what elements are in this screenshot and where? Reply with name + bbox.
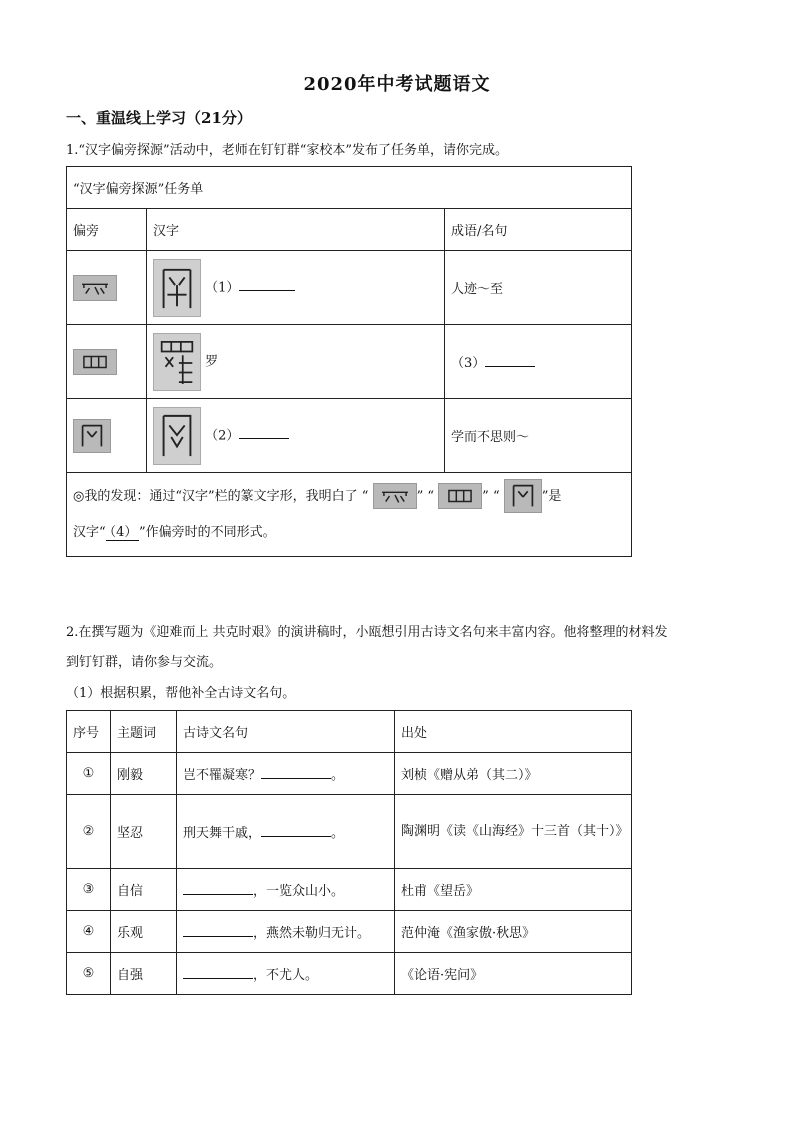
row-verse: ，燕然未勒归无计。 (177, 911, 395, 953)
table-row (67, 251, 632, 325)
header-theme: 主题词 (111, 711, 177, 753)
row-source: 《论语·宪问》 (395, 953, 632, 995)
row-theme: 乐观 (111, 911, 177, 953)
seal-radical-xue-icon (73, 275, 117, 301)
table-row (67, 399, 632, 473)
question-2-sub1: （1）根据积累，帮他补全古诗文名句。 (66, 686, 296, 701)
row-verse: ，不尤人。 (177, 953, 395, 995)
question-1-prompt: 1.“汉字偏旁探源”活动中，老师在钉钉群“家校本”发布了任务单，请你完成。 (66, 143, 508, 158)
finding-lead: ◎我的发现：通过“汉字”栏的篆文字形，我明白了 (73, 488, 358, 504)
task-sheet-table (66, 166, 632, 557)
header-no: 序号 (67, 711, 111, 753)
phrase-answer-3: （3） (451, 356, 486, 371)
answer-blank-2[interactable] (239, 425, 289, 439)
verse-blank[interactable] (183, 923, 253, 937)
answer-blank-4[interactable]: （4） (106, 525, 139, 541)
table-row (67, 795, 632, 869)
header-source: 出处 (395, 711, 632, 753)
header-phrase: 成语/名句 (445, 209, 632, 251)
task-sheet-title: “汉字偏旁探源”任务单 (67, 167, 632, 209)
seal-glyph-wang-icon (153, 407, 201, 465)
row-source: 杜甫《望岳》 (395, 869, 632, 911)
hanzi-answer-2: （2） (205, 428, 240, 443)
answer-blank-3[interactable] (485, 353, 535, 367)
table-row (67, 325, 632, 399)
question-2-prompt-line2: 到钉钉群，请你参与交流。 (66, 655, 223, 670)
header-radical: 偏旁 (67, 209, 147, 251)
row-no: ① (67, 753, 111, 795)
seal-radical-si-icon (438, 483, 482, 509)
verse-blank[interactable] (261, 823, 331, 837)
section-heading: 一、重温线上学习（21分） (66, 109, 252, 127)
row-verse: ，一览众山小。 (177, 869, 395, 911)
seal-radical-xue-icon (373, 483, 417, 509)
verse-blank[interactable] (183, 881, 253, 895)
verse-blank[interactable] (183, 965, 253, 979)
row-source: 刘桢《赠从弟（其二）》 (395, 753, 632, 795)
seal-radical-wang-icon (504, 479, 542, 513)
seal-radical-wang-icon (73, 419, 111, 453)
row-verse: 刑天舞干戚， 。 (177, 795, 395, 869)
row-no: ② (67, 795, 111, 869)
row-source: 陶渊明《读《山海经》十三首（其十）》 (395, 795, 632, 869)
row-theme: 坚忍 (111, 795, 177, 869)
seal-glyph-han-icon (153, 259, 201, 317)
row-no: ③ (67, 869, 111, 911)
phrase-cell: 学而不思则～ (445, 399, 632, 473)
row-theme: 刚毅 (111, 753, 177, 795)
table-row (67, 953, 632, 995)
row-no: ⑤ (67, 953, 111, 995)
row-theme: 自强 (111, 953, 177, 995)
verse-blank[interactable] (261, 765, 331, 779)
header-verse: 古诗文名句 (177, 711, 395, 753)
page-title: 2020年中考试题语文 (303, 74, 491, 95)
table-row (67, 753, 632, 795)
question-2-prompt-line1: 2.在撰写题为《迎难而上 共克时艰》的演讲稿时，小瓯想引用古诗文名句来丰富内容。他将整理的材料发 (66, 625, 668, 640)
table-row (67, 869, 632, 911)
hanzi-answer-1: （1） (205, 280, 240, 295)
row-no: ④ (67, 911, 111, 953)
answer-blank-1[interactable] (239, 277, 295, 291)
finding-cell: ◎我的发现：通过“汉字”栏的篆文字形，我明白了 “ ” “ ” “ ”是 汉字“ （4） ”作偏旁时的不同形式。 (67, 473, 632, 557)
row-verse: 岂不罹凝寒？ 。 (177, 753, 395, 795)
seal-glyph-luo-icon (153, 333, 201, 391)
phrase-cell: 人迹～至 (445, 251, 632, 325)
header-hanzi: 汉字 (147, 209, 445, 251)
row-source: 范仲淹《渔家傲·秋思》 (395, 911, 632, 953)
hanzi-luo: 罗 (205, 354, 219, 369)
seal-radical-si-icon (73, 349, 117, 375)
poetry-table (66, 710, 632, 995)
table-row (67, 911, 632, 953)
row-theme: 自信 (111, 869, 177, 911)
